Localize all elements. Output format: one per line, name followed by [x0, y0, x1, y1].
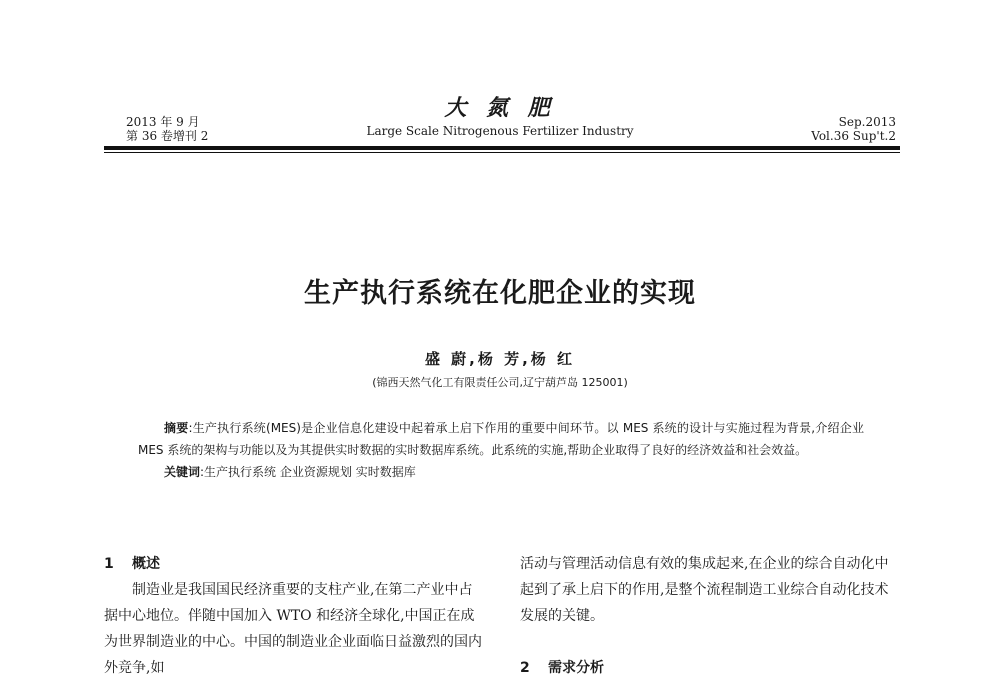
- journal-title-en: Large Scale Nitrogenous Fertilizer Industry: [366, 124, 634, 138]
- issue-volume-en: Vol.36 Sup't.2: [811, 129, 896, 143]
- section-number: 1: [104, 556, 114, 572]
- issue-volume: 第 36 卷增刊 2: [126, 129, 209, 143]
- section-title: 需求分析: [548, 660, 604, 676]
- section-heading: [520, 655, 902, 681]
- journal-title-cn: 大 氮 肥: [444, 95, 556, 121]
- issue-date: 2013 年 9 月: [126, 115, 200, 129]
- keywords: [138, 461, 864, 483]
- body-paragraph: 活动与管理活动信息有效的集成起来,在企业的综合自动化中起到了承上启下的作用,是整个流程制造工业综合自动化技术发展的关键。: [520, 556, 889, 624]
- header-rule-thin: [104, 152, 900, 153]
- header-rule-thick: [104, 146, 900, 150]
- article-title: 生产执行系统在化肥企业的实现: [304, 278, 696, 309]
- abstract-label: 摘要: [164, 421, 189, 435]
- body-paragraph: 制造业是我国国民经济重要的支柱产业,在第二产业中占据中心地位。伴随中国加入 WTO 和经济全球化,中国正在成为世界制造业的中心。中国的制造业企业面临日益激烈的国内外竞争,如: [104, 582, 482, 676]
- section-number: 2: [520, 660, 530, 676]
- article-affiliation: (锦西天然气化工有限责任公司,辽宁葫芦岛 125001): [372, 376, 628, 389]
- issue-date-en: Sep.2013: [838, 115, 896, 129]
- article-authors: 盛 蔚,杨 芳,杨 红: [424, 350, 576, 368]
- abstract-block: [138, 417, 864, 483]
- keywords-text: :生产执行系统 企业资源规划 实时数据库: [200, 465, 416, 479]
- section-title: 概述: [132, 556, 160, 572]
- body-column-left: [104, 551, 484, 681]
- body-column-right: [520, 551, 902, 681]
- header-right: [811, 115, 896, 143]
- abstract-text: :生产执行系统(MES)是企业信息化建设中起着承上启下作用的重要中间环节。以 MES 系统的设计与实施过程为背景,介绍企业 MES 系统的架构与功能以及为其提供实时数据的实时数据库系统。此系统的实施,帮助企业取得了良好的经济效益和社会效益。: [138, 421, 864, 457]
- keywords-label: 关键词: [164, 465, 201, 479]
- section-gap: [520, 629, 902, 655]
- abstract: [138, 417, 864, 461]
- section-heading: [104, 551, 484, 577]
